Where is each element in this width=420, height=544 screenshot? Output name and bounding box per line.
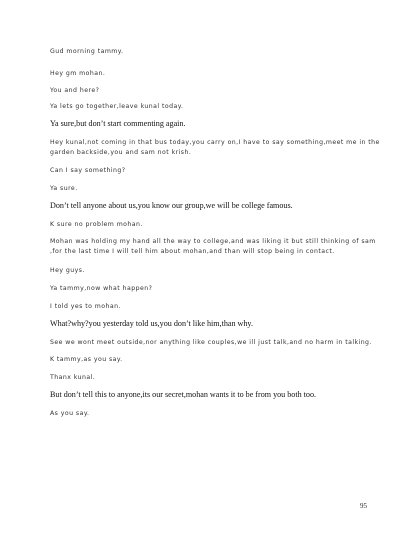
paragraph-11: Mohan was holding my hand all the way to college,and was liking it but still thinking of sam ,for the last time I will tell him about mohan,and than will stop being in contact.: [50, 238, 376, 255]
paragraph-7: Can I say something?: [50, 167, 126, 174]
paragraph-13: Ya tammy,now what happen?: [50, 285, 153, 292]
paragraph-20: As you say.: [50, 410, 90, 417]
paragraph-10: K sure no problem mohan.: [50, 221, 143, 228]
paragraph-4: Ya lets go together,leave kunal today.: [50, 103, 184, 110]
paragraph-14: I told yes to mohan.: [50, 303, 121, 310]
paragraph-5: Ya sure,but don’t start commenting again.: [50, 119, 186, 128]
paragraph-16: See we wont meet outside,nor anything like couples,we ill just talk,and no harm in talking.: [50, 339, 372, 346]
paragraph-8: Ya sure.: [50, 185, 78, 192]
paragraph-6: Hey kunal,not coming in that bus today,you carry on,I have to say something,meet me in the garden backside,you and sam not krish.: [50, 139, 380, 156]
paragraph-19: But don’t tell this to anyone,its our secret,mohan wants it to be from you both too.: [50, 390, 317, 399]
paragraph-1: Gud morning tammy.: [50, 48, 124, 55]
page-number: 95: [360, 502, 367, 510]
paragraph-3: You and here?: [50, 87, 100, 94]
paragraph-18: Thanx kunal.: [50, 374, 96, 381]
paragraph-9: Don’t tell anyone about us,you know our group,we will be college famous.: [50, 201, 293, 210]
paragraph-15: What?why?you yesterday told us,you don’t like him,than why.: [50, 319, 253, 328]
paragraph-12: Hey guys.: [50, 267, 85, 274]
paragraph-17: K tammy,as you say.: [50, 356, 123, 363]
paragraph-2: Hey gm mohan.: [50, 70, 106, 77]
